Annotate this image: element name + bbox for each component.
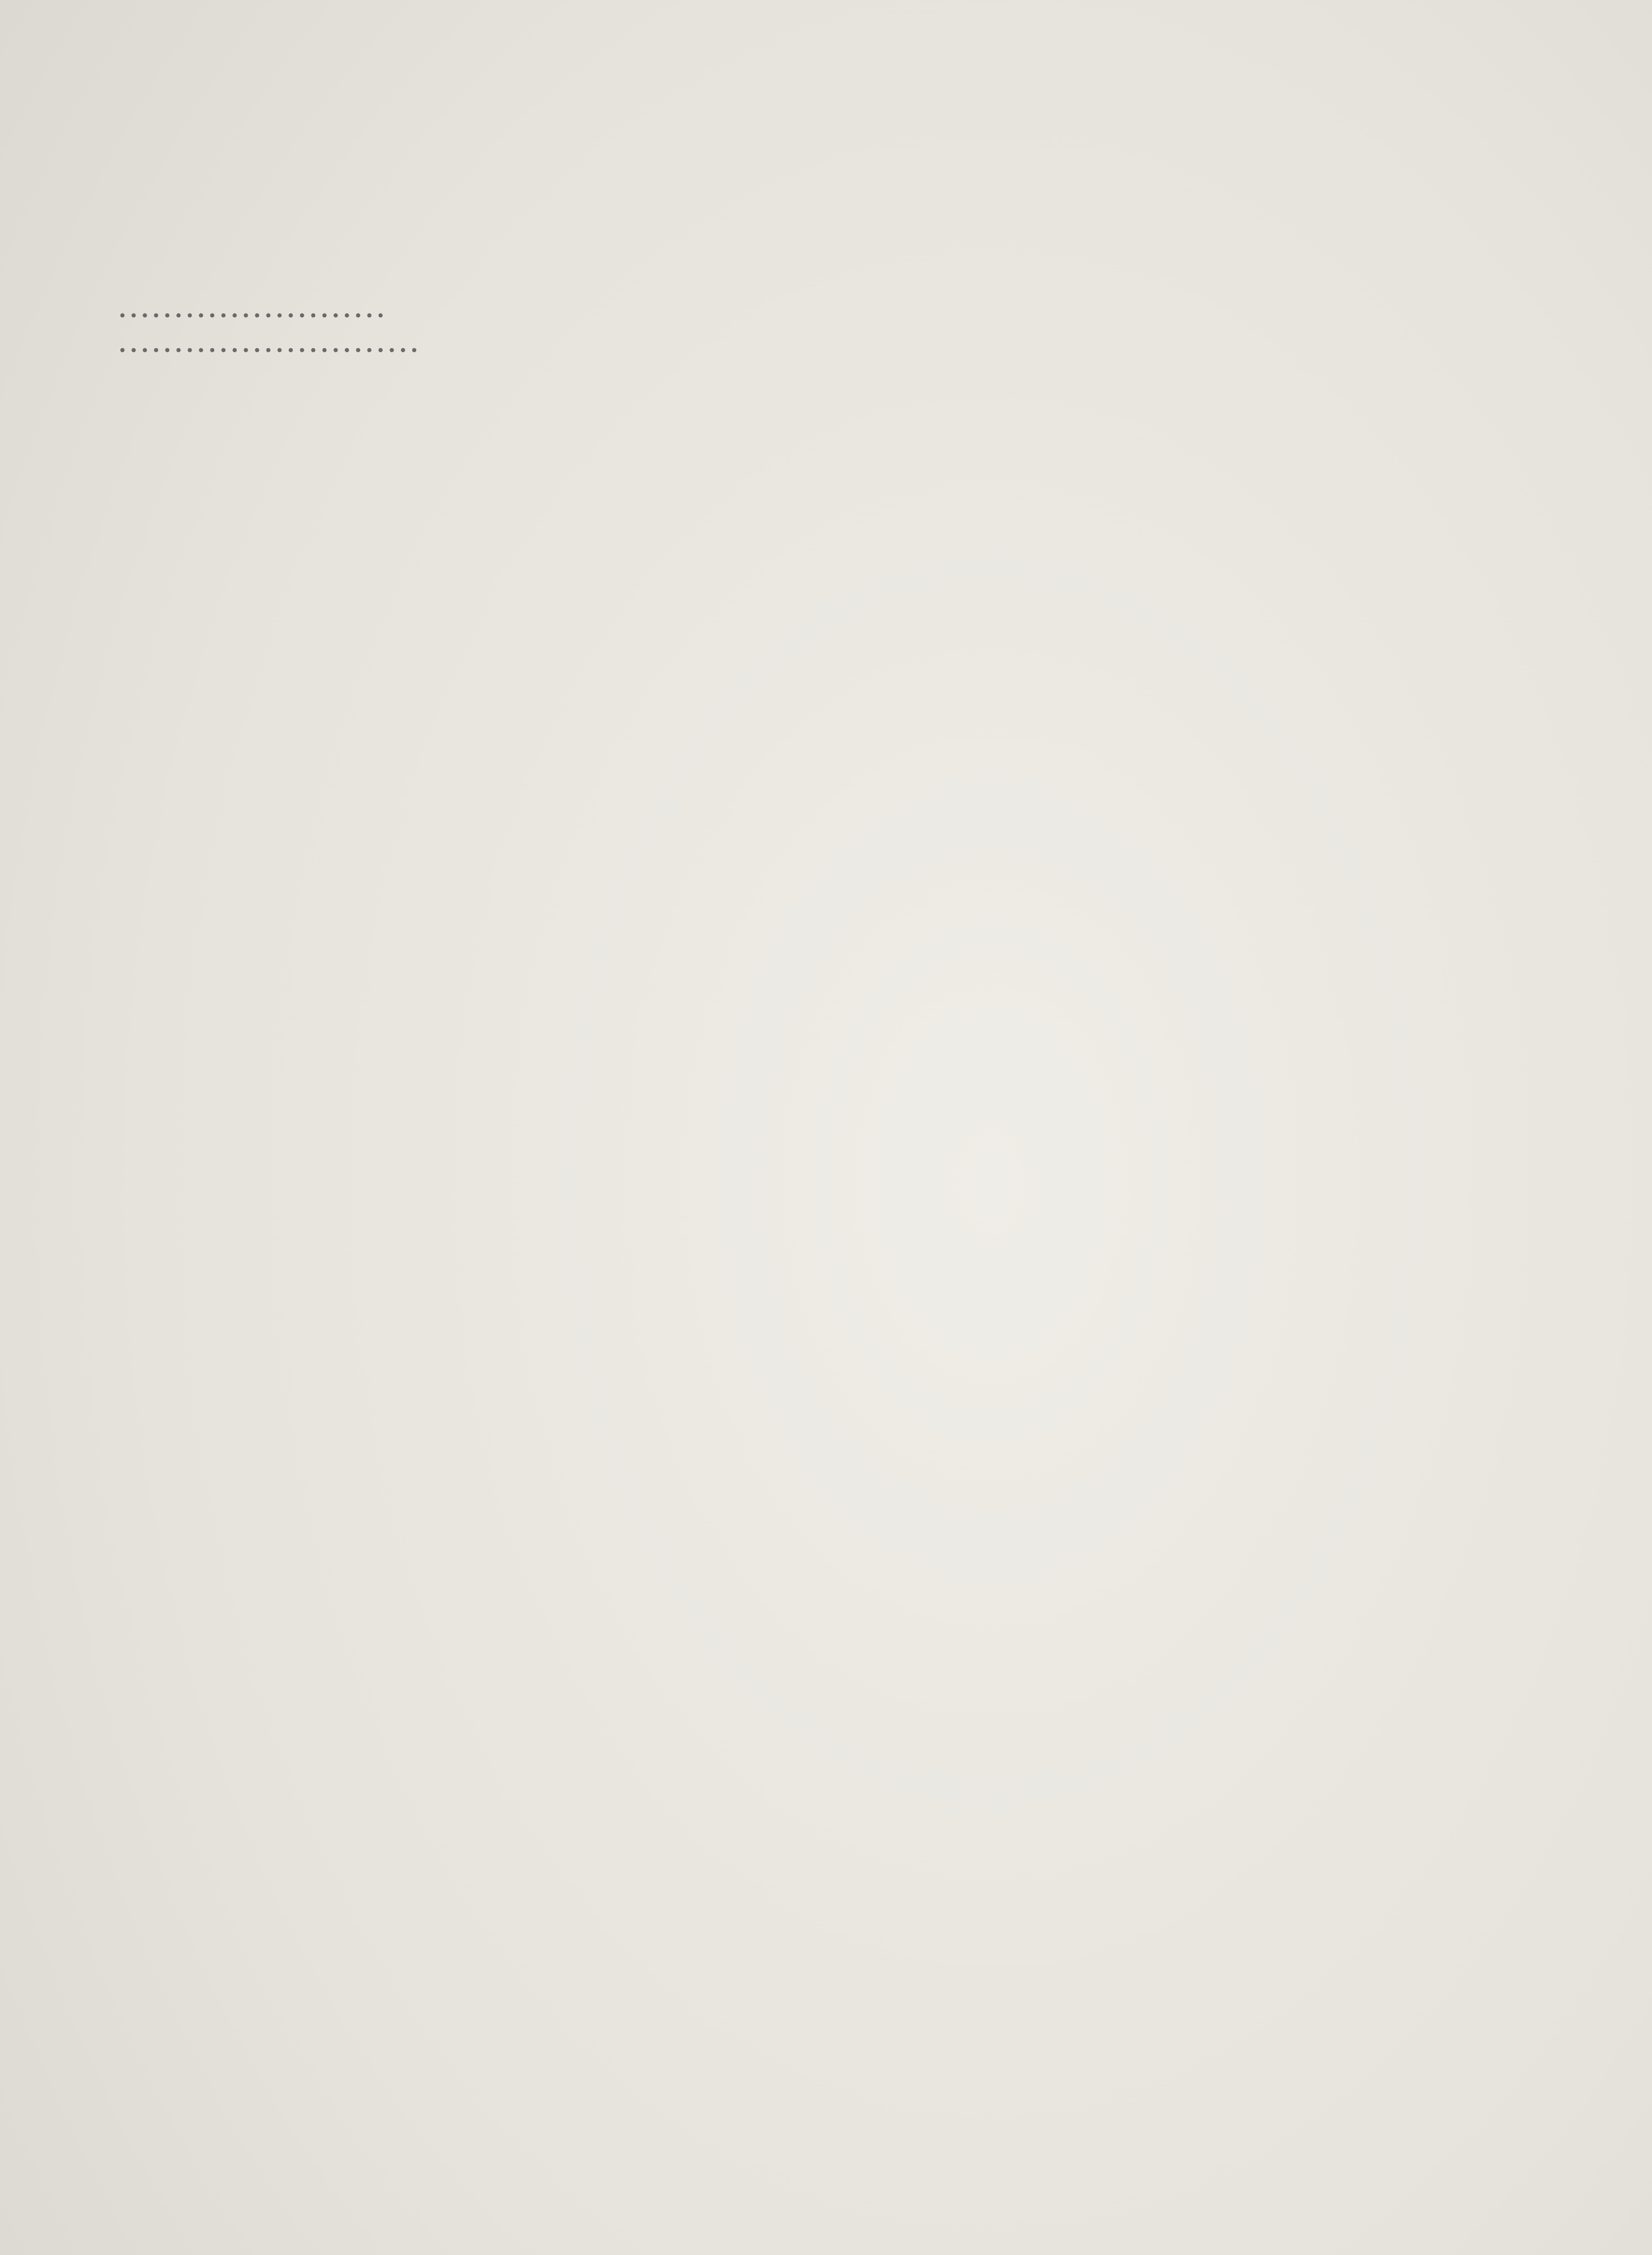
reajuste-entry (117, 323, 965, 358)
dot-leader: ........................... (117, 322, 420, 359)
dot-leader: ........................ (117, 287, 387, 325)
auxiliares-entry (117, 289, 965, 323)
document-body (117, 289, 1155, 358)
